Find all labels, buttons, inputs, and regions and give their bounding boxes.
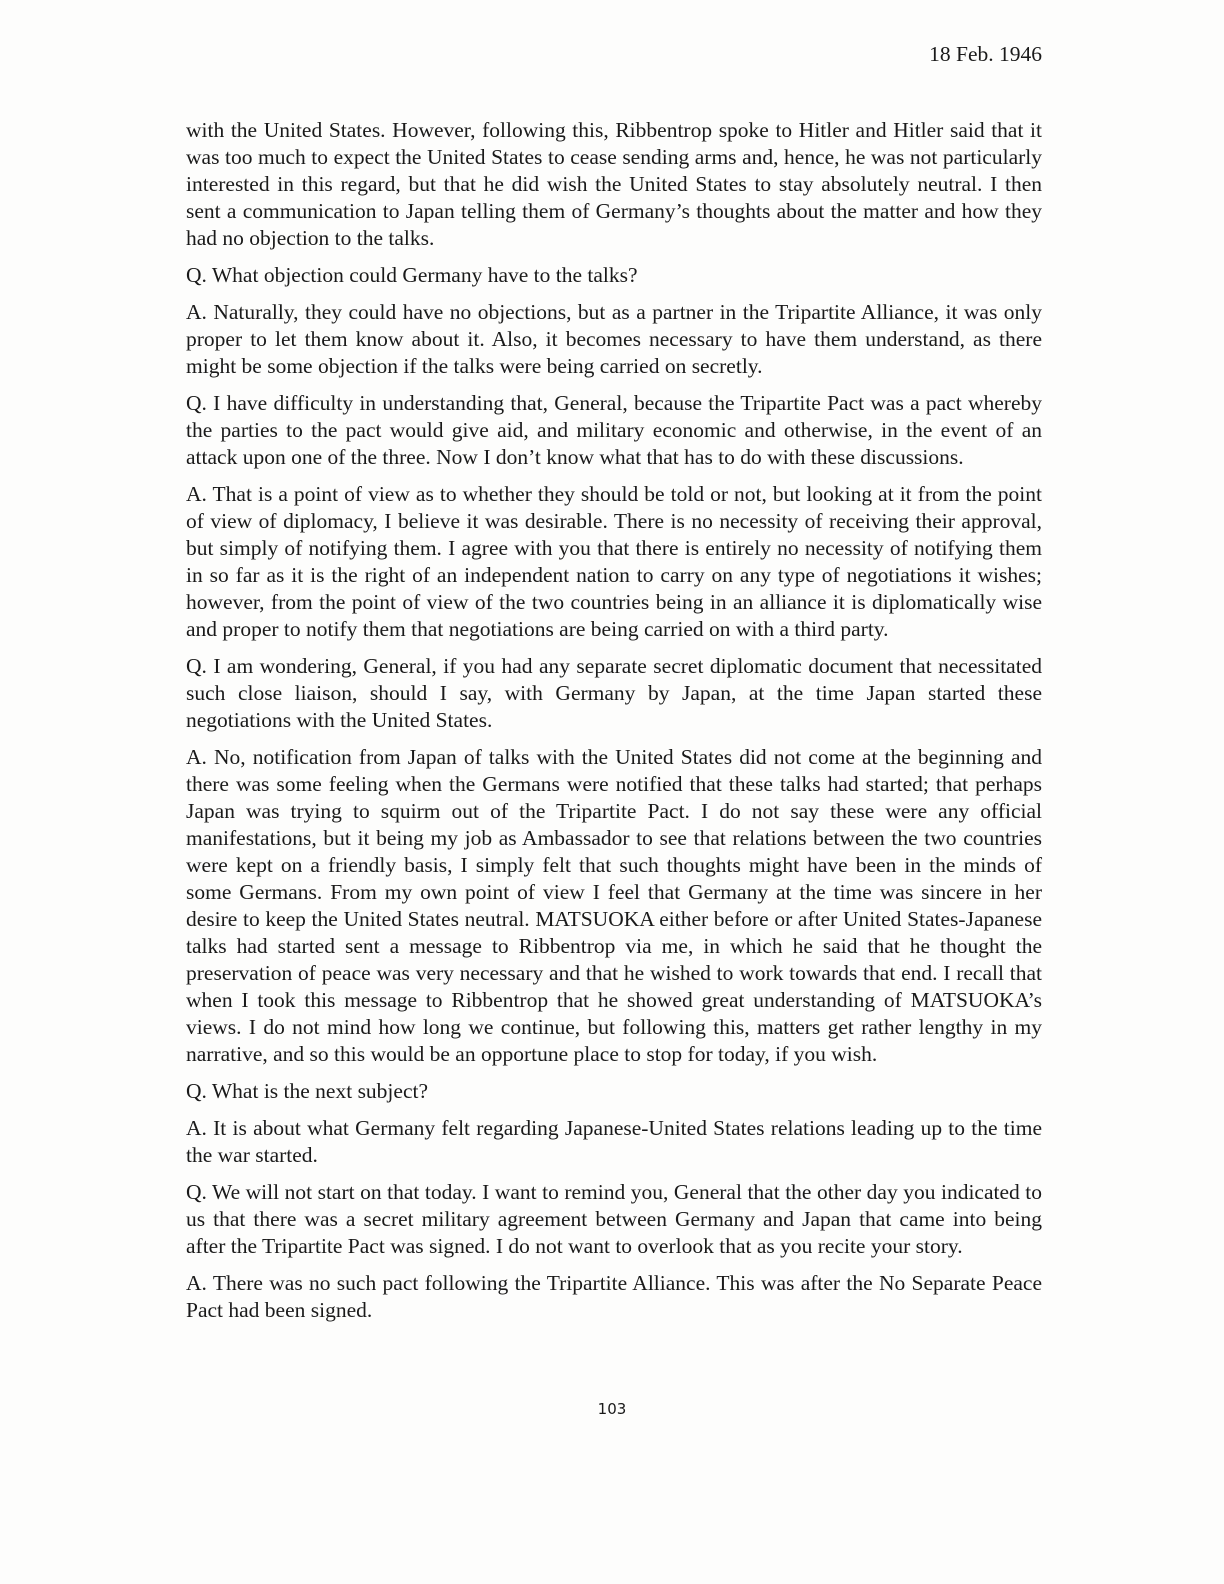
answer-paragraph: A. Naturally, they could have no objections, but as a partner in the Tripartite Alliance, it was only proper to let them know about it. Also, it becomes necessary to have them understand, as there might be some objection if the talks were being carried on secretly. [186,300,1042,378]
answer-paragraph: A. There was no such pact following the Tripartite Alliance. This was after the No Separate Peace Pact had been signed. [186,1271,1042,1322]
question-paragraph: Q. What is the next subject? [186,1079,429,1103]
transcript-body [186,117,1042,1334]
question-paragraph: Q. What objection could Germany have to the talks? [186,263,638,287]
answer-paragraph: A. It is about what Germany felt regarding Japanese-United States relations leading up to the time the war started. [186,1116,1042,1167]
page-date: 18 Feb. 1946 [929,42,1042,66]
answer-paragraph: A. That is a point of view as to whether they should be told or not, but looking at it from the point of view of diplomacy, I believe it was desirable. There is no necessity of receiving their approval, but simply of notifying them. I agree with you that there is entirely no necessity of notifying them in so far as it is the right of an independent nation to carry on any type of negotiations it wishes; however, from the point of view of the two countries being in an alliance it is diplomatically wise and proper to notify them that negotiations are being carried on with a third party. [186,482,1042,641]
answer-paragraph: A. No, notification from Japan of talks with the United States did not come at the beginning and there was some feeling when the Germans were notified that these talks had started; that perhaps Japan was trying to squirm out of the Tripartite Pact. I do not say these were any official manifestations, but it being my job as Ambassador to see that relations between the two countries were kept on a friendly basis, I simply felt that such thoughts might have been in the minds of some Germans. From my own point of view I feel that Germany at the time was sincere in her desire to keep the United States neutral. MATSUOKA either before or after United States-Japanese talks had started sent a message to Ribbentrop via me, in which he said that he thought the preservation of peace was very necessary and that he wished to work towards that end. I recall that when I took this message to Ribbentrop that he showed great understanding of MATSUOKA’s views. I do not mind how long we continue, but following this, matters get rather lengthy in my narrative, and so this would be an opportune place to stop for today, if you wish. [186,745,1042,1066]
question-paragraph: Q. I am wondering, General, if you had any separate secret diplomatic document that necessitated such close liaison, should I say, with Germany by Japan, at the time Japan started these negotiations with the United States. [186,654,1042,732]
page-number: 103 [597,1400,627,1418]
continuation-paragraph: with the United States. However, following this, Ribbentrop spoke to Hitler and Hitler said that it was too much to expect the United States to cease sending arms and, hence, he was not particularly interested in this regard, but that he did wish the United States to stay absolutely neutral. I then sent a communication to Japan telling them of Germany’s thoughts about the matter and how they had no objection to the talks. [186,118,1042,250]
question-paragraph: Q. I have difficulty in understanding that, General, because the Tripartite Pact was a pact whereby the parties to the pact would give aid, and military economic and otherwise, in the event of an attack upon one of the three. Now I don’t know what that has to do with these discussions. [186,391,1042,469]
question-paragraph: Q. We will not start on that today. I want to remind you, General that the other day you indicated to us that there was a secret military agreement between Germany and Japan that came into being after the Tripartite Pact was signed. I do not want to overlook that as you recite your story. [186,1180,1042,1258]
